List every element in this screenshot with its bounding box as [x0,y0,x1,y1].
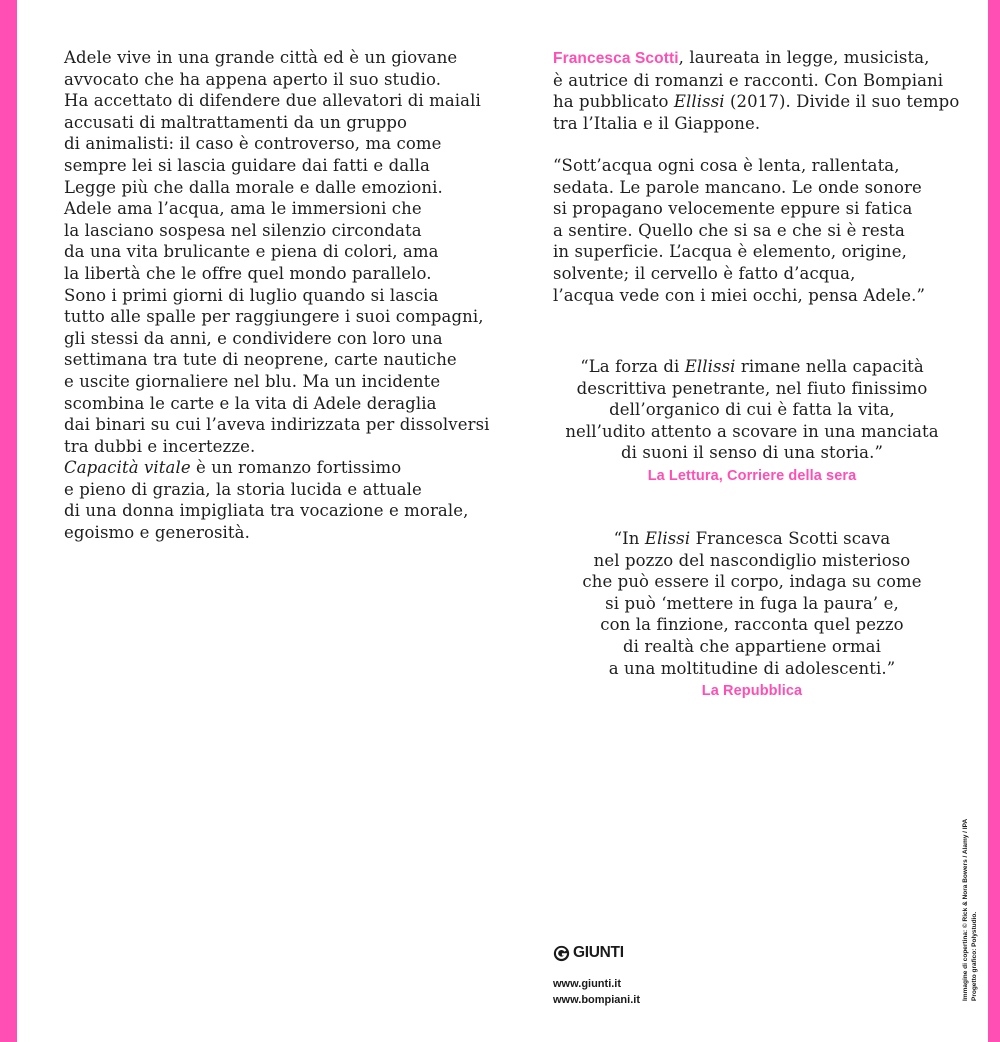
bio-text: (2017). Divide il suo tempo [724,92,960,112]
synopsis-line: Adele vive in una grande città ed è un giovane [64,48,458,67]
author-bio [553,47,960,134]
review-line: a una moltitudine di adolescenti.” [608,658,896,678]
review-repubblica [552,528,952,703]
bio-line: è autrice di romanzi e racconti. Con Bompiani [553,70,944,90]
review-text: “La forza di [580,357,685,376]
review-source: La Repubblica [701,683,803,700]
synopsis-line: accusati di maltrattamenti da un gruppo [64,112,408,132]
cover-credits [962,819,979,1001]
review-text: rimane nella capacità [735,357,924,376]
previous-book-title: Ellissi [673,92,725,112]
synopsis-line: Ha accettato di difendere due allevatori di maiali [64,91,481,111]
publisher-name: GIUNTI [573,944,624,961]
synopsis-line: Sono i primi giorni di luglio quando si lascia [64,285,439,305]
excerpt-quote [553,155,953,306]
synopsis-line: e pieno di grazia, la storia lucida e attuale [64,479,422,499]
review-line: di realtà che appartiene ormai [622,636,882,656]
link-giunti[interactable]: www.giunti.it [553,978,622,990]
review-lettura [552,356,952,488]
quote-line: l’acqua vede con i miei occhi, pensa Adele.” [553,285,925,305]
review-line: si può ‘mettere in fuga la paura’ e, [605,593,899,613]
quote-line: sedata. Le parole mancano. Le onde sonore [553,177,922,197]
image-credit: Immagine di copertina: © Rick & Nora Bowers / Alamy / IPA [962,818,969,1001]
synopsis-title-line [64,457,464,479]
review-line: dell’organico di cui è fatta la vita, [609,400,895,420]
synopsis-text [64,47,490,544]
synopsis-line: dai binari su cui l’aveva indirizzata per dissolversi [64,415,490,435]
synopsis-line: di animalisti: il caso è controverso, ma come [64,134,442,154]
synopsis-line: avvocato che ha appena aperto il suo studio. [64,69,442,89]
quote-line: si propagano velocemente eppure si fatica [553,199,913,219]
review-line: nell’udito attento a scovare in una manciata [565,421,939,441]
quote-line: a sentire. Quello che si sa e che si è resta [553,220,905,240]
pink-right-border [988,0,1000,1042]
review-line [552,356,952,378]
synopsis-line: scombina le carte e la vita di Adele deraglia [64,393,437,413]
synopsis-line: tutto alle spalle per raggiungere i suoi compagni, [64,307,484,327]
author-name: Francesca Scotti [553,50,679,67]
bio-line [553,91,960,113]
review-line: con la finzione, racconta quel pezzo [600,615,904,635]
review-line: descrittiva penetrante, nel fiuto finissimo [576,378,928,398]
synopsis-line: sempre lei si lascia guidare dai fatti e dalla [64,155,430,175]
synopsis-line-rest: è un romanzo fortissimo [190,458,402,478]
synopsis-line: gli stessi da anni, e condividere con loro una [64,328,443,348]
synopsis-line: di una donna impigliata tra vocazione e morale, [64,501,469,521]
synopsis-line: settimana tra tute di neoprene, carte nautiche [64,350,457,370]
review-text: Francesca Scotti scava [690,529,891,548]
review-text: “In [613,529,645,548]
synopsis-line: la libertà che le offre quel mondo parallelo. [64,263,432,283]
giunti-g-logo-icon [553,945,570,962]
quote-line: solvente; il cervello è fatto d’acqua, [553,263,856,283]
link-bompiani[interactable]: www.bompiani.it [553,994,640,1006]
synopsis-line: Legge più che dalla morale e dalle emozioni. [64,177,443,197]
review-line: di suoni il senso di una storia.” [621,443,883,463]
synopsis-line: Adele ama l’acqua, ama le immersioni che [64,199,422,219]
book-title: Capacità vitale [64,458,191,478]
synopsis-line: tra dubbi e incertezze. [64,436,256,456]
synopsis-line: da una vita brulicante e piena di colori, ama [64,242,439,262]
quote-line: in superficie. L’acqua è elemento, origine, [553,242,907,262]
bio-line: tra l’Italia e il Giappone. [553,113,761,133]
publisher-logo [553,944,624,962]
review-line: che può essere il corpo, indaga su come [582,572,922,592]
bio-line-rest: , laureata in legge, musicista, [678,48,930,67]
bio-line [553,47,953,70]
review-line: nel pozzo del nascondiglio misterioso [593,550,911,570]
review-book-title: Ellissi [684,357,736,376]
publisher-links [553,976,640,1008]
quote-line: “Sott’acqua ogni cosa è lenta, rallentata, [553,156,900,175]
review-book-title: Elissi [644,529,691,548]
bio-text: ha pubblicato [553,92,674,112]
review-line [552,528,952,550]
synopsis-line: e uscite giornaliere nel blu. Ma un incidente [64,371,441,391]
design-credit: Progetto grafico: Polystudio. [970,911,978,1001]
synopsis-line: la lasciano sospesa nel silenzio circondata [64,220,422,240]
pink-left-border [0,0,17,1042]
synopsis-line: egoismo e generosità. [64,523,250,543]
review-source: La Lettura, Corriere della sera [647,467,857,484]
